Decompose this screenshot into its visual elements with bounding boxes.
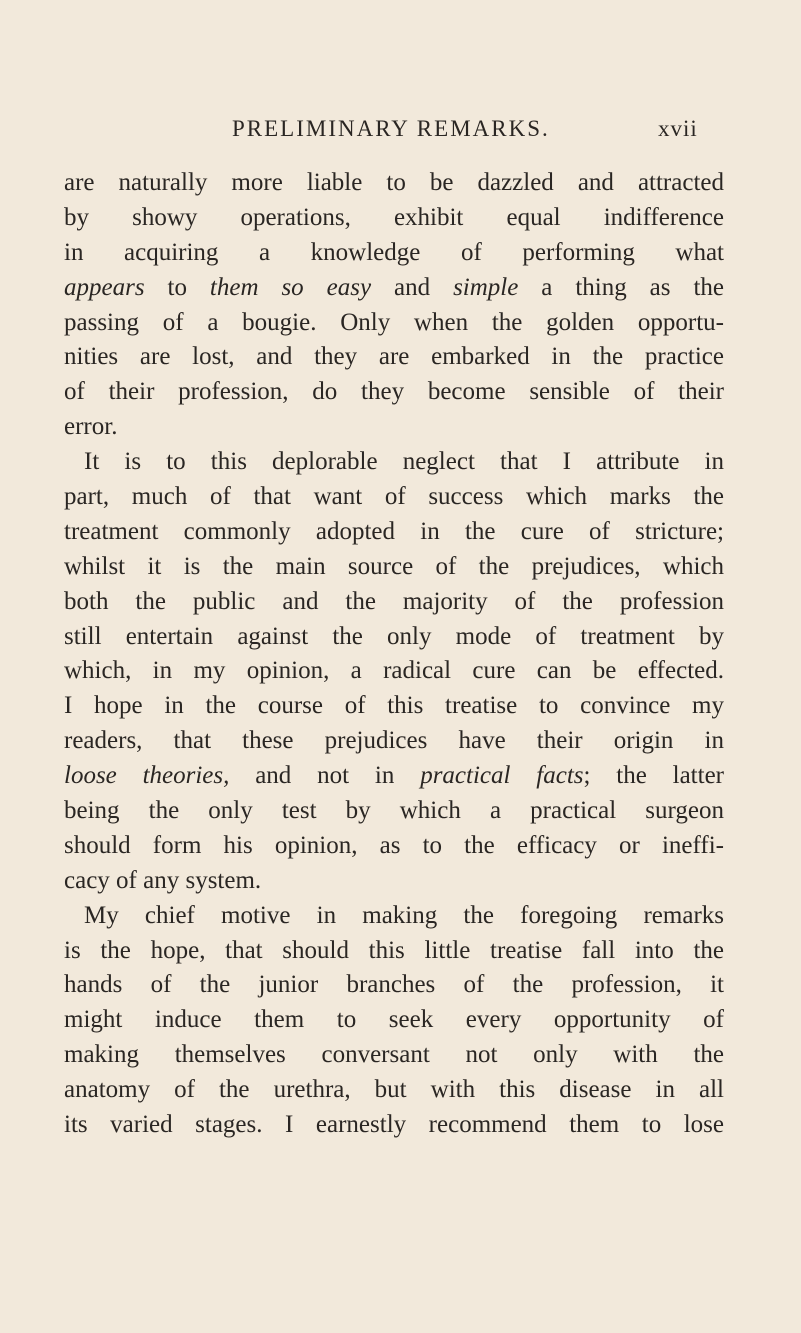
text-line: [64, 1073, 724, 1108]
text-line: [64, 480, 724, 515]
text-run: which, in my opinion, a radical cure can be effected.: [64, 657, 724, 685]
text-run: whilst it is the main source of the prejudices, which: [64, 552, 724, 580]
text-line: [64, 585, 724, 620]
text-line: [64, 445, 724, 480]
text-run: ; the latter: [583, 762, 724, 790]
text-run: both the public and the majority of the profession: [64, 587, 724, 615]
text-run: part, much of that want of success which marks the: [64, 483, 724, 511]
text-run: nities are lost, and they are embarked in the practice: [64, 343, 724, 371]
text-run: a thing as the: [518, 273, 724, 301]
text-line: [64, 166, 724, 201]
text-line: [64, 550, 724, 585]
text-run: error.: [64, 413, 118, 441]
running-head: [0, 116, 801, 156]
text-line: [64, 271, 724, 306]
text-run: in acquiring a knowledge of performing what: [64, 238, 724, 266]
text-run: being the only test by which a practical surgeon: [64, 797, 724, 825]
text-line: [64, 620, 724, 655]
running-title: PRELIMINARY REMARKS.: [232, 116, 550, 141]
text-line: [64, 689, 724, 724]
text-run: hands of the junior branches of the profession, it: [64, 971, 724, 999]
text-run: are naturally more liable to be dazzled and attracted: [64, 169, 724, 196]
text-run: still entertain against the only mode of treatment by: [64, 622, 724, 650]
italic-phrase: practical facts: [420, 762, 584, 790]
text-line: [64, 899, 724, 934]
text-line: [64, 306, 724, 341]
text-line: [64, 515, 724, 550]
text-line: [64, 236, 724, 271]
text-line: [64, 410, 724, 445]
text-run: I hope in the course of this treatise to convince my: [64, 692, 724, 720]
body-text: [64, 166, 724, 1143]
text-run: should form his opinion, as to the efficacy or ineffi-: [64, 831, 724, 859]
italic-phrase: loose theories,: [64, 762, 230, 790]
italic-phrase: appears: [64, 273, 145, 301]
text-line: [64, 934, 724, 969]
text-line: [64, 375, 724, 410]
text-line: [64, 1108, 724, 1143]
page-number: xvii: [658, 116, 698, 141]
text-run: and not in: [229, 762, 421, 790]
text-line: [64, 759, 724, 794]
text-run: to: [144, 273, 210, 301]
text-run: might induce them to seek every opportunity of: [64, 1006, 724, 1034]
italic-phrase: them so easy: [209, 273, 372, 301]
text-run: My chief motive in making the foregoing remarks: [84, 901, 724, 929]
text-run: of their profession, do they become sensible of their: [64, 378, 724, 406]
text-line: [64, 829, 724, 864]
text-line: [64, 1038, 724, 1073]
text-line: [64, 724, 724, 759]
text-line: [64, 201, 724, 236]
text-run: passing of a bougie. Only when the golden opportu-: [64, 308, 724, 336]
text-run: and: [371, 273, 454, 301]
text-line: [64, 340, 724, 375]
text-run: its varied stages. I earnestly recommend them to lose: [64, 1111, 724, 1139]
text-line: [64, 654, 724, 689]
text-run: by showy operations, exhibit equal indifference: [64, 203, 724, 231]
text-run: treatment commonly adopted in the cure of stricture;: [64, 517, 724, 545]
text-line: [64, 968, 724, 1003]
text-run: anatomy of the urethra, but with this disease in all: [64, 1076, 724, 1104]
text-run: making themselves conversant not only with the: [64, 1041, 724, 1069]
text-run: is the hope, that should this little treatise fall into the: [64, 936, 724, 964]
text-line: [64, 794, 724, 829]
text-run: It is to this deplorable neglect that I attribute in: [84, 448, 724, 476]
italic-phrase: simple: [453, 273, 519, 301]
text-line: [64, 864, 724, 899]
text-run: readers, that these prejudices have their origin in: [64, 727, 724, 755]
text-line: [64, 1003, 724, 1038]
text-run: cacy of any system.: [64, 866, 262, 894]
